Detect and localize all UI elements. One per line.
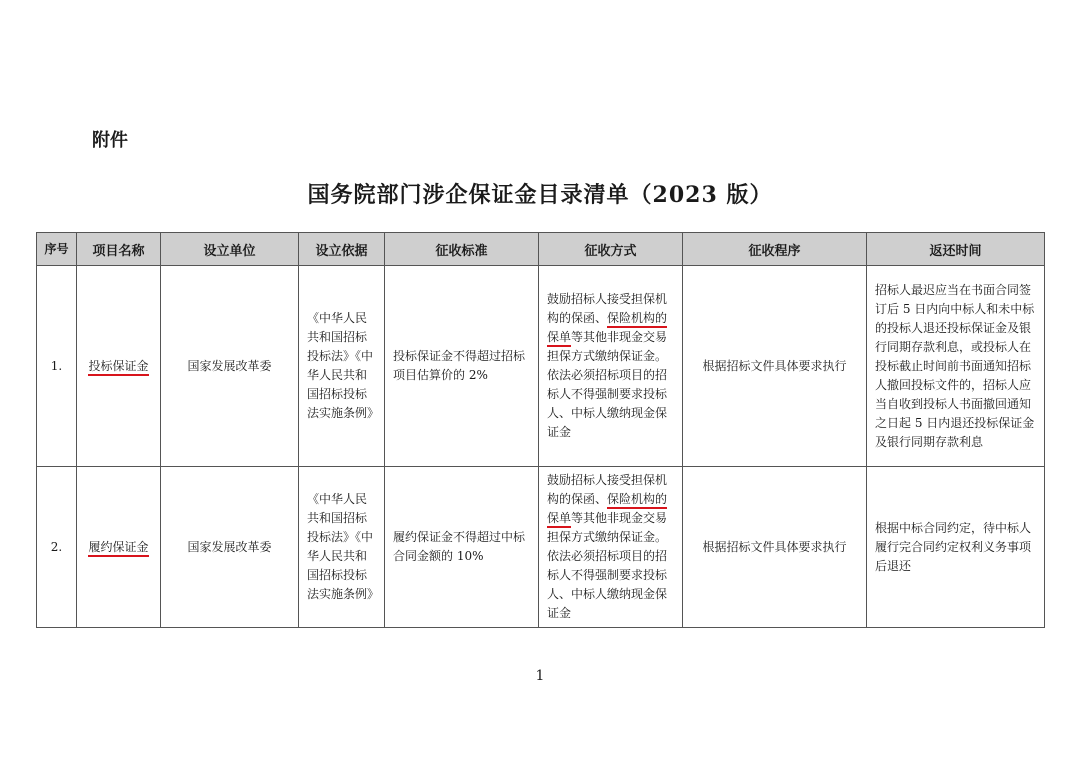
table-header-row (37, 233, 1045, 266)
method-text-a: 鼓励招标人接受担保机构的保函、 (547, 473, 668, 506)
method-text-c: 等其他非现金交易担保方式缴纳保证金。依法必须招标项目的招标人不得强制要求投标人、中标人缴纳现金保证金 (547, 511, 668, 620)
header-method: 征收方式 (539, 233, 683, 266)
page-number: 1 (535, 668, 545, 684)
row-name-cell (77, 266, 161, 467)
row-unit: 国家发展改革委 (161, 266, 299, 467)
header-unit: 设立单位 (161, 233, 299, 266)
header-seq: 序号 (37, 233, 77, 266)
header-refund: 返还时间 (867, 233, 1045, 266)
row-refund: 招标人最迟应当在书面合同签订后 5 日内向中标人和未中标的投标人退还投标保证金及银行同期存款利息，或投标人在投标截止时间前书面通知招标人撤回投标文件的，招标人应当自收到投标人书面撤回通知之日起 5 日内退还投标保证金及银行同期存款利息 (867, 266, 1045, 467)
method-text-a: 鼓励招标人接受担保机构的保函、 (547, 292, 668, 325)
row-refund: 根据中标合同约定，待中标人履行完合同约定权利义务事项后退还 (867, 467, 1045, 628)
document-title: 国务院部门涉企保证金目录清单（2023 版） (307, 182, 773, 208)
row-seq: 1. (37, 266, 77, 467)
row-basis: 《中华人民共和国招标投标法》《中华人民共和国招标投标法实施条例》 (299, 467, 385, 628)
row-standard: 投标保证金不得超过招标项目估算价的 2% (385, 266, 539, 467)
row-name-cell (77, 467, 161, 628)
header-basis: 设立依据 (299, 233, 385, 266)
header-name: 项目名称 (77, 233, 161, 266)
row-method (539, 266, 683, 467)
row-seq: 2. (37, 467, 77, 628)
row-standard: 履约保证金不得超过中标合同金额的 10% (385, 467, 539, 628)
row-basis: 《中华人民共和国招标投标法》《中华人民共和国招标投标法实施条例》 (299, 266, 385, 467)
table-row (37, 266, 1045, 467)
row-method (539, 467, 683, 628)
method-highlight: 保险机构的保单 (547, 492, 667, 528)
header-standard: 征收标准 (385, 233, 539, 266)
method-text-c: 等其他非现金交易担保方式缴纳保证金。依法必须招标项目的招标人不得强制要求投标人、中标人缴纳现金保证金 (547, 330, 668, 439)
row-procedure: 根据招标文件具体要求执行 (683, 266, 867, 467)
row-name: 履约保证金 (88, 540, 148, 557)
row-procedure: 根据招标文件具体要求执行 (683, 467, 867, 628)
guarantee-list-table (36, 232, 1045, 628)
header-procedure: 征收程序 (683, 233, 867, 266)
attachment-label: 附件 (92, 130, 128, 151)
row-unit: 国家发展改革委 (161, 467, 299, 628)
table-row (37, 467, 1045, 628)
method-highlight: 保险机构的保单 (547, 311, 667, 347)
row-name: 投标保证金 (88, 359, 148, 376)
